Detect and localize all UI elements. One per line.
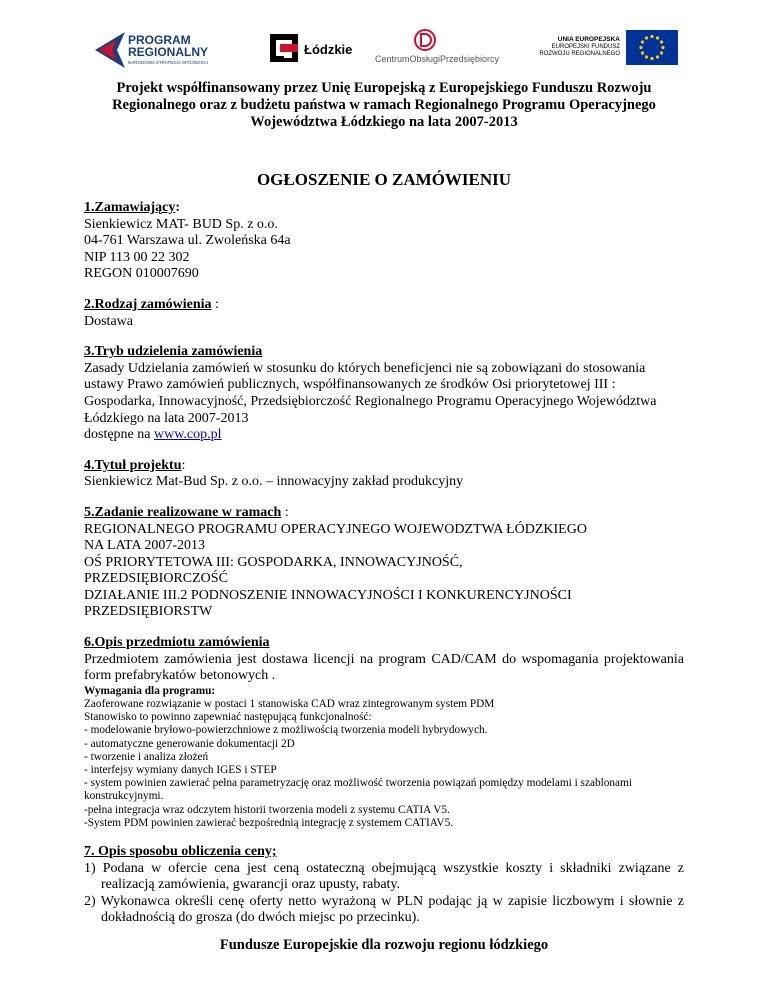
cop-logo: [375, 30, 525, 72]
eu-star: [650, 57, 653, 60]
eu-line1: UNIA EUROPEJSKA: [557, 36, 620, 43]
requirement-line: Zaoferowane rozwiązanie w postaci 1 stanowiska CAD wraz zintegrowanym system PDM: [84, 698, 495, 711]
program-regionalny-text: [128, 34, 208, 58]
project-title-value: Sienkiewicz Mat-Bud Sp. z o.o. – innowacyjny zakład produkcyjny: [84, 474, 464, 490]
eu-star: [645, 55, 648, 58]
procedure-text: Zasady Udzielania zamówień w stosunku do których beneficjenci nie są zobowiązani do stosowania ustawy Prawo zamówień publicznych, współfinansowanych ze środków Osi priorytetowej III : Gospodarka, Innowacyjność, Przedsiębiorczość Regionalnego Programu Operacyjnego Województwa Łódzkiego na lata 2007-2013: [84, 360, 657, 426]
section-2-colon: :: [211, 296, 219, 312]
section-6-heading: 6.Opis przedmiotu zamówienia: [84, 635, 270, 651]
section-procedure: [84, 344, 684, 444]
section-ordering-party: [84, 200, 684, 283]
logo-bar: [95, 30, 680, 72]
section-4-heading: 4.Tytuł projektu: [84, 457, 182, 473]
section-7-heading: 7. Opis sposobu obliczenia ceny;: [84, 844, 277, 860]
section-5-colon: :: [281, 504, 289, 520]
eu-star: [660, 51, 663, 54]
lodzkie-mark-icon: [270, 34, 298, 62]
requirement-line: - system powinien zawierać pełna parametryzację oraz możliwość tworzenia powiązań pomiędzy modelami i szablonami konstrukcyjnymi.: [84, 777, 632, 803]
lodzkie-text: Łódzkie: [304, 42, 353, 57]
section-project-title: [84, 458, 684, 491]
eu-line3: ROZWOJU REGIONALNEGO: [539, 51, 620, 57]
eu-star: [641, 51, 644, 54]
eu-star: [656, 36, 659, 39]
section-task-framework: [84, 505, 684, 621]
price-rule-item: 2) Wykonawca określi cenę oferty netto wyrażoną w PLN podając ją w zapisie liczbowym i słownie z dokładnością do grosza (do dwóch miejsc po przecinku).: [84, 893, 684, 926]
eu-star: [661, 46, 664, 49]
section-order-type: [84, 297, 684, 330]
framework-line: REGIONALNEGO PROGRAMU OPERACYJNEGO WOJEWODZTWA ŁÓDZKIEGO: [84, 521, 587, 537]
ordering-party-name: Sienkiewicz MAT- BUD Sp. z o.o.: [84, 216, 278, 232]
eu-star: [656, 55, 659, 58]
requirement-line: -System PDM powinien zawierać bezpośrednią integrację z systemem CATIAV5.: [84, 816, 454, 829]
ordering-party-nip: NIP 113 00 22 302: [84, 249, 190, 265]
requirement-line: - automatyczne generowanie dokumentacji 2D: [84, 737, 295, 750]
section-4-colon: :: [181, 457, 186, 473]
cop-text: CentrumObsługiPrzedsiębiorcy: [375, 54, 500, 64]
requirement-line: - modelowanie bryłowo-powierzchniowe z możliwością tworzenia modeli hybrydowych.: [84, 724, 488, 737]
eu-star: [650, 35, 653, 38]
subject-description-text: Przedmiotem zamówienia jest dostawa licencji na program CAD/CAM do wspomagania projektowania form prefabrykatów betonowych .: [84, 651, 684, 684]
program-subtitle: NARODOWA STRATEGIA SPÓJNOŚCI: [128, 60, 209, 65]
section-price-calculation: [84, 844, 684, 927]
eu-star: [660, 40, 663, 43]
page-footer: Fundusze Europejskie dla rozwoju regionu łódzkiego: [219, 937, 549, 953]
framework-line: OŚ PRIORYTETOWA III: GOSPODARKA, INNOWACYJNOŚĆ,: [84, 554, 463, 570]
section-5-heading: 5.Zadanie realizowane w ramach: [84, 504, 282, 520]
eu-text: [538, 36, 620, 58]
price-rule-item: 1) Podana w ofercie cena jest ceną ostateczną obejmującą wszystkie koszty i składniki związane z realizacją zamówienia, gwarancji oraz upusty, rabaty.: [84, 860, 684, 893]
framework-line: DZIAŁANIE III.2 PODNOSZENIE INNOWACYJNOŚCI I KONKURENCYJNOŚCI: [84, 587, 572, 603]
ordering-party-regon: REGON 010007690: [84, 266, 199, 282]
ordering-party-address: 04-761 Warszawa ul. Zwoleńska 64a: [84, 233, 291, 249]
section-subject-description: [84, 635, 684, 830]
header-line3: Województwa Łódzkiego na lata 2007-2013: [250, 114, 518, 130]
section-2-heading: 2.Rodzaj zamówienia: [84, 296, 212, 312]
document-body: [84, 200, 684, 927]
requirement-line: - tworzenie i analiza złożeń: [84, 750, 209, 763]
program-regionalny-logo: [95, 30, 245, 72]
cofinancing-header: [60, 80, 708, 131]
eu-line2: EUROPEJSKI FUNDUSZ: [551, 44, 620, 50]
eu-flag-icon: [626, 30, 678, 65]
eu-star: [639, 46, 642, 49]
program-title-line2: REGIONALNY: [128, 45, 209, 59]
framework-line: PRZEDSIĘBIORSTW: [84, 604, 213, 620]
header-line1: Projekt współfinansowany przez Unię Europejską z Europejskiego Funduszu Rozwoju: [116, 80, 652, 96]
requirement-line: - interfejsy wymiany danych IGES i STEP: [84, 764, 277, 777]
program-title-line1: PROGRAM: [128, 33, 191, 47]
section-1-heading: 1.Zamawiający: [84, 200, 176, 215]
order-type-value: Dostawa: [84, 313, 133, 329]
page-title: OGŁOSZENIE O ZAMÓWIENIU: [256, 170, 512, 189]
requirement-line: Stanowisko to powinno zapewniać następującą funkcjonalność:: [84, 711, 372, 724]
framework-line: PRZEDSIĘBIORCZOŚĆ: [84, 571, 228, 587]
lodzkie-logo: [270, 30, 370, 72]
framework-line: NA LATA 2007-2013: [84, 538, 205, 554]
section-3-heading: 3.Tryb udzielenia zamówienia: [84, 344, 263, 360]
requirement-line: -pełna integracja wraz odczytem historii tworzenia modeli z systemu CATIA V5.: [84, 803, 450, 816]
section-1-colon: :: [175, 200, 181, 215]
cop-website-link[interactable]: www.cop.pl: [153, 427, 222, 443]
procedure-available-label: dostępne na: [84, 427, 154, 443]
eu-logo: [538, 30, 680, 72]
cop-mark-icon: [413, 28, 437, 52]
eu-star: [641, 40, 644, 43]
requirements-heading: Wymagania dla programu:: [84, 684, 216, 697]
eu-star: [645, 36, 648, 39]
program-regionalny-star-icon: [95, 32, 125, 68]
header-line2: Regionalnego oraz z budżetu państwa w ramach Regionalnego Programu Operacyjnego: [112, 97, 656, 113]
